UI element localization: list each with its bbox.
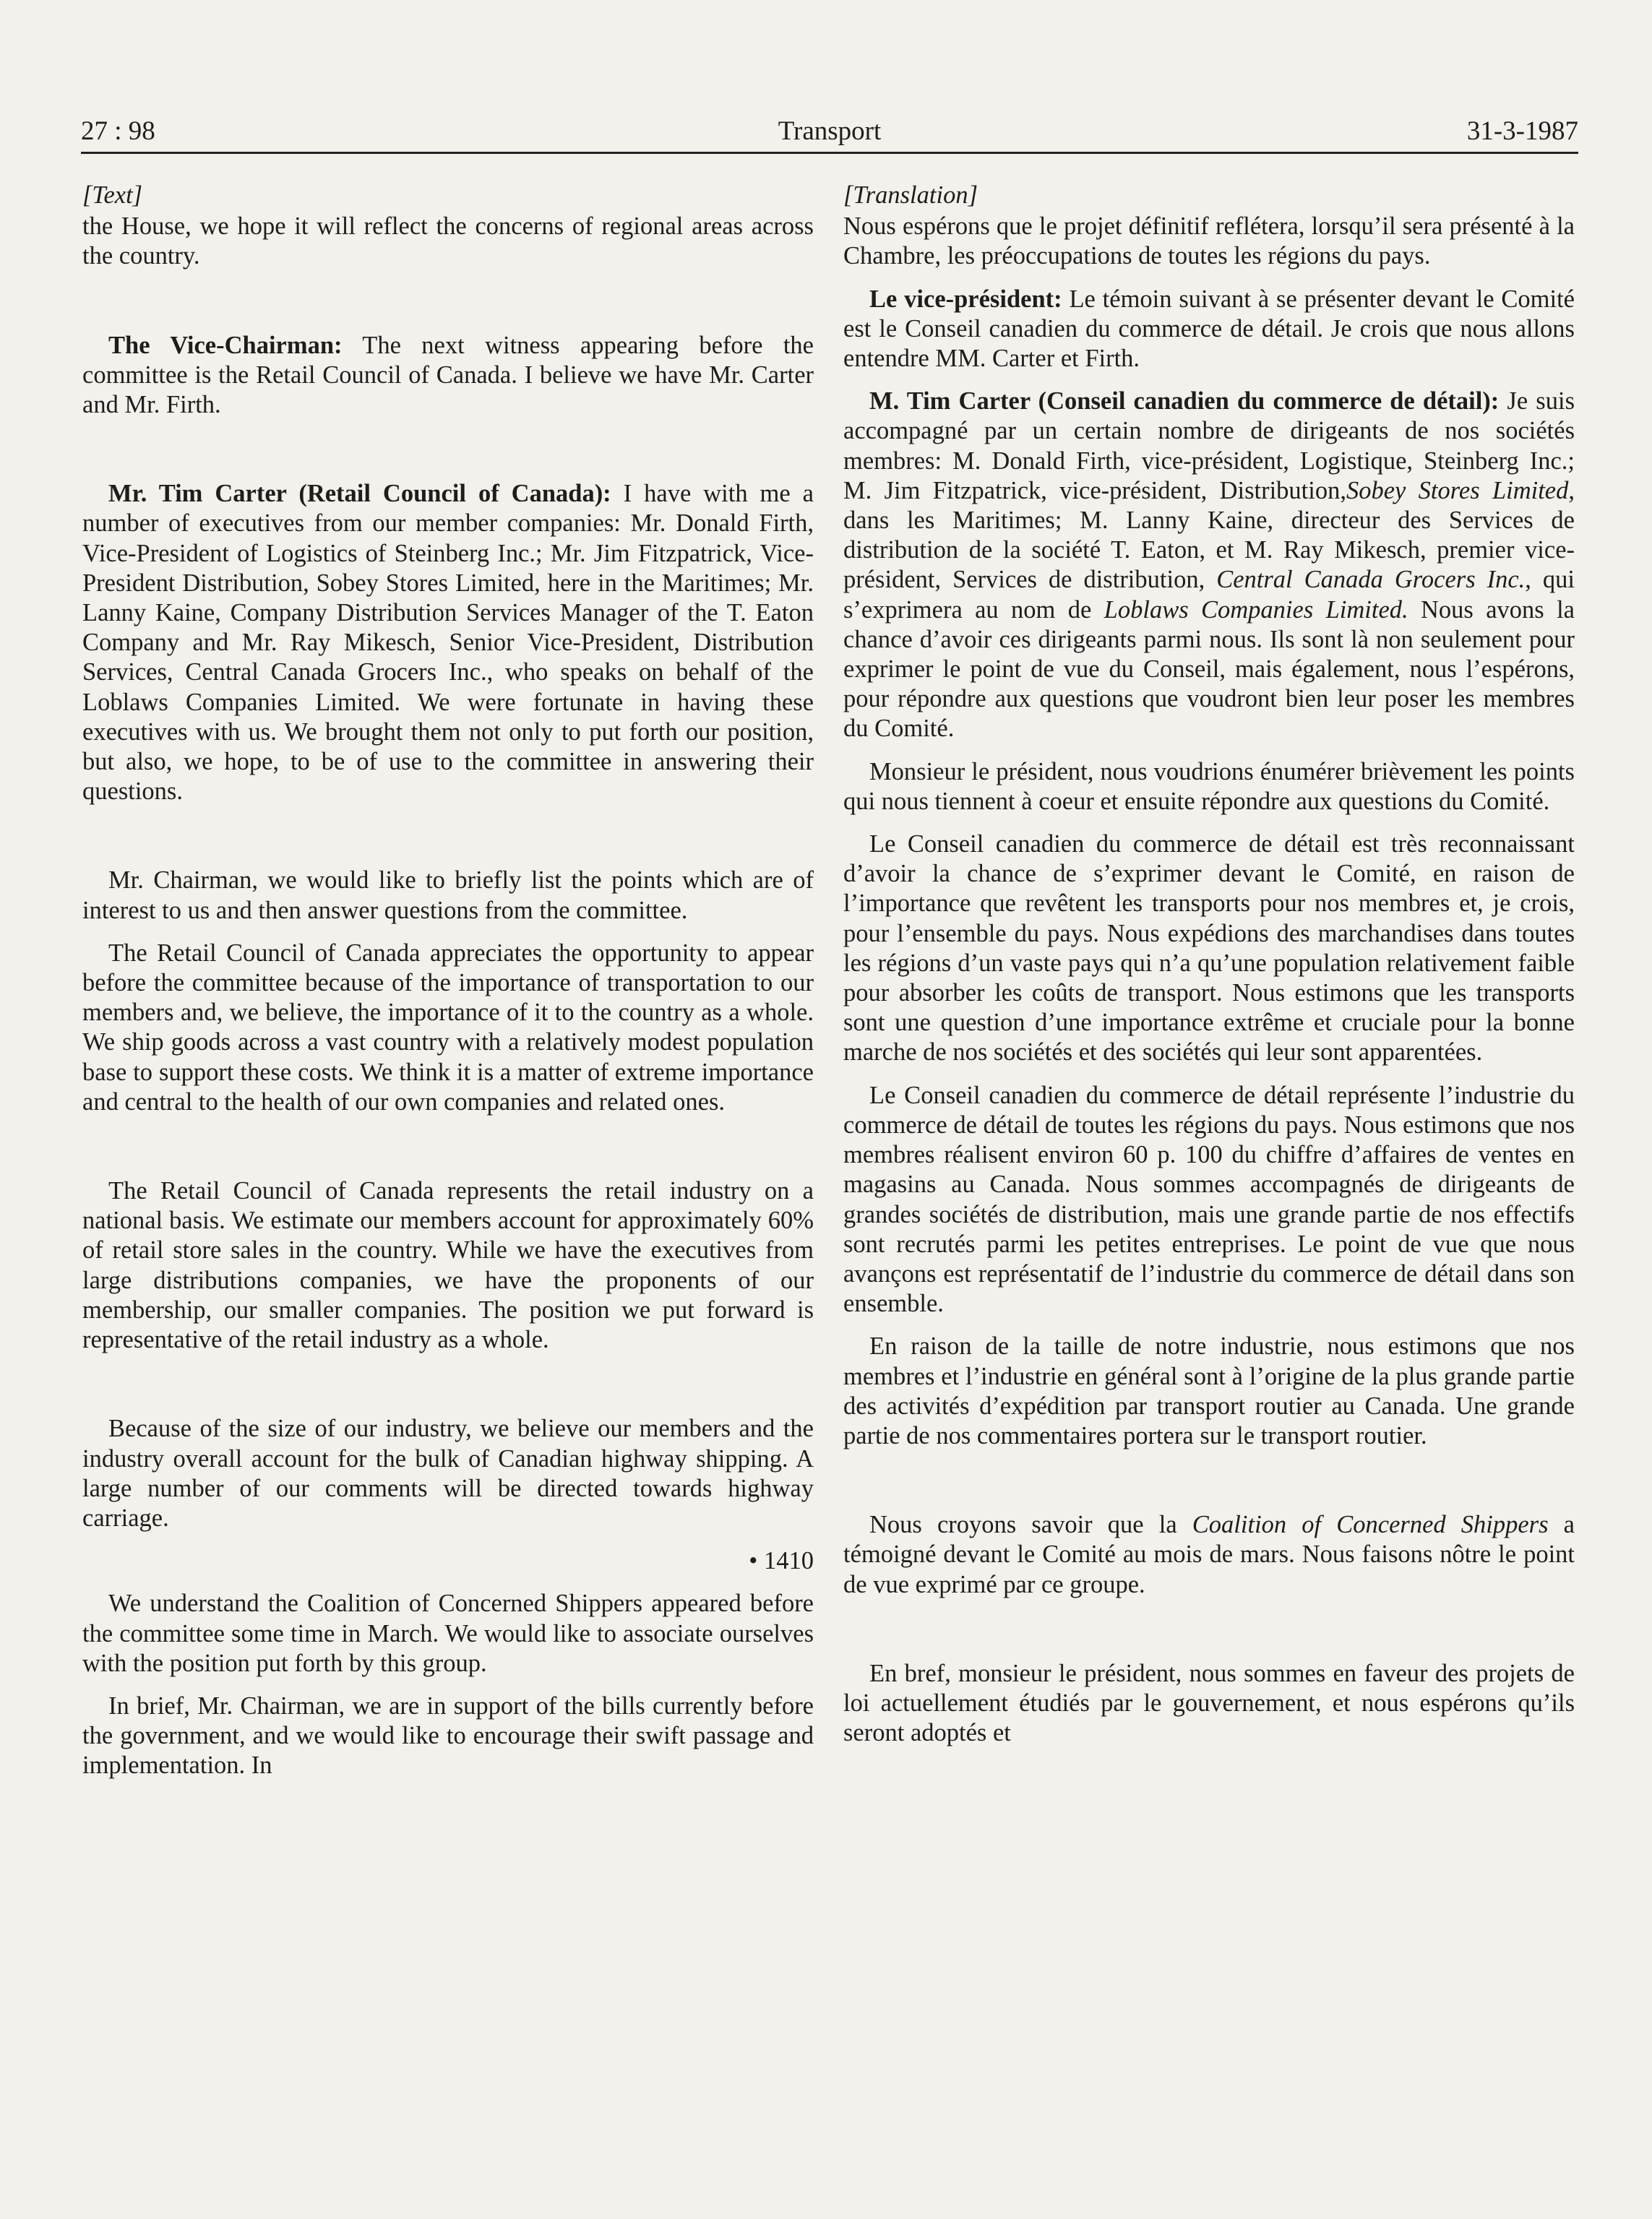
- speaker-name: M. Tim Carter (Conseil canadien du commerce de détail):: [869, 387, 1500, 415]
- speech-text: a témoigné devant le Comité au mois de mars. Nous faisons nôtre le point de vue exprimé par ce groupe.: [843, 1511, 1575, 1598]
- speech-text: Nous avons la chance d’avoir ces dirigeants parmi nous. Ils sont là non seulement pour exprimer le point de vue du Conseil, mais également, nous l’espérons, pour répondre aux questions que voudront bien leur poser les membres du Comité.: [843, 595, 1575, 743]
- paragraph: Le Conseil canadien du commerce de détail représente l’industrie du commerce de détail de toutes les régions du pays. Nous estimons que nos membres réalisent environ 60 p. 100 du chiffre d’affaires de ventes en magasins au Canada. Nous sommes accompagnés de dirigeants de grandes sociétés de distribution, mais une grande partie de nos effectifs sont recrutés parmi les petites entreprises. Le point de vue que nous avançons est représentatif de l’industrie du commerce de détail dans son ensemble.: [843, 1081, 1575, 1318]
- paragraph: Nous espérons que le projet définitif reflétera, lorsqu’il sera présenté à la Chambre, les préoccupations de toutes les régions du pays.: [843, 212, 1575, 270]
- organization-name: Coalition of Concerned Shippers: [1192, 1511, 1549, 1539]
- paragraph: [843, 1510, 1575, 1600]
- speech-text: The next witness appearing before the committee is the Retail Council of Canada. I believe we have Mr. Carter and Mr. Firth.: [82, 331, 814, 419]
- speaker-name: Le vice-président:: [869, 285, 1062, 313]
- speech-text: Le témoin suivant à se présenter devant le Comité est le Conseil canadien du commerce de détail. Je crois que nous allons entendre MM. Carter et Firth.: [843, 285, 1575, 373]
- paragraph: The Retail Council of Canada appreciates the opportunity to appear before the committee because of the importance of transportation to our members and, we believe, the importance of it to the country as a whole. We ship goods across a vast country with a relatively modest population base to support these costs. We think it is a matter of extreme importance and central to the health of our own companies and related ones.: [82, 939, 814, 1116]
- speaker-name: Mr. Tim Carter (Retail Council of Canada):: [108, 480, 611, 508]
- page-number: 27 : 98: [81, 116, 155, 146]
- company-name: Loblaws Companies Limited.: [1104, 595, 1408, 624]
- text-tag: [Text]: [82, 181, 143, 209]
- header-date: 31-3-1987: [1466, 116, 1578, 146]
- company-name: Sobey Stores Limited: [1346, 476, 1569, 504]
- company-name: Central Canada Grocers Inc.: [1216, 566, 1526, 594]
- paragraph: [843, 285, 1575, 374]
- speech-text: Je suis accompagné par un certain nombre de dirigeants de nos sociétés membres: M. Donald Firth, vice-président, Logistique, Steinberg Inc.; M. Jim Fitzpatrick, vice-président, Distribution,: [843, 387, 1575, 504]
- paragraph: the House, we hope it will reflect the concerns of regional areas across the country.: [82, 212, 814, 270]
- page-header: [81, 114, 1578, 154]
- paragraph: [82, 331, 814, 421]
- paragraph: [843, 387, 1575, 744]
- time-marker: • 1410: [749, 1547, 814, 1575]
- paragraph: Because of the size of our industry, we believe our members and the industry overall account for the bulk of Canadian highway shipping. A large number of our comments will be directed towards highway carriage.: [82, 1415, 814, 1532]
- paragraph: En raison de la taille de notre industrie, nous estimons que nos membres et l’industrie en général sont à l’origine de la plus grande partie des activités d’expédition par transport routier au Canada. Une grande partie de nos commentaires portera sur le transport routier.: [843, 1332, 1575, 1449]
- speech-text: I have with me a number of executives from our member companies: Mr. Donald Firth, Vice-President of Logistics of Steinberg Inc.; Mr. Jim Fitzpatrick, Vice-President Distribution, Sobey Stores Limited, here in the Maritimes; Mr. Lanny Kaine, Company Distribution Services Manager of the T. Eaton Company and Mr. Ray Mikesch, Senior Vice-President, Distribution Services, Central Canada Grocers Inc., who speaks on behalf of the Loblaws Companies Limited. We were fortunate in having these executives with us. We brought them not only to put forth our position, but also, we hope, to be of use to the committee in answering their questions.: [82, 480, 814, 806]
- paragraph: The Retail Council of Canada represents the retail industry on a national basis. We estimate our members account for approximately 60% of retail store sales in the country. While we have the executives from large distributions companies, we have the proponents of our membership, our smaller companies. The position we put forward is representative of the retail industry as a whole.: [82, 1177, 814, 1354]
- english-column: [82, 181, 814, 1781]
- paragraph: [82, 479, 814, 806]
- paragraph: Mr. Chairman, we would like to briefly list the points which are of interest to us and then answer questions from the committee.: [82, 866, 814, 924]
- paragraph: We understand the Coalition of Concerned Shippers appeared before the committee some time in March. We would like to associate ourselves with the position put forth by this group.: [82, 1590, 814, 1677]
- translation-tag: [Translation]: [843, 181, 978, 209]
- paragraph: Monsieur le président, nous voudrions énumérer brièvement les points qui nous tiennent à coeur et ensuite répondre aux questions du Comité.: [843, 757, 1575, 815]
- paragraph: In brief, Mr. Chairman, we are in support of the bills currently before the government, and we would like to encourage their swift passage and implementation. In: [82, 1692, 814, 1780]
- speech-text: , dans les Maritimes; M. Lanny Kaine, directeur des Services de distribution de la société T. Eaton, et M. Ray Mikesch, premier vice-président, Services de distribution,: [843, 476, 1575, 594]
- paragraph: En bref, monsieur le président, nous sommes en faveur des projets de loi actuellement étudiés par le gouvernement, et nous espérons qu’ils seront adoptés et: [843, 1659, 1575, 1747]
- paragraph: Le Conseil canadien du commerce de détail est très reconnaissant d’avoir la chance de s’exprimer devant le Comité, en raison de l’importance que revêtent les transports pour nos membres et, je crois, pour l’ensemble du pays. Nous expédions des marchandises dans toutes les régions d’un vaste pays qui n’a qu’une population relativement faible pour absorber les coûts de transport. Nous estimons que les transports sont une question d’une importance extrême et cruciale pour la bonne marche de nos sociétés et des sociétés qui leur sont apparentées.: [843, 830, 1575, 1067]
- speaker-name: The Vice-Chairman:: [108, 331, 343, 359]
- french-column: [843, 181, 1575, 1748]
- speech-text: , qui s’exprimera au nom de: [843, 566, 1575, 624]
- header-title: Transport: [778, 116, 882, 146]
- speech-text: Nous croyons savoir que la: [869, 1511, 1192, 1539]
